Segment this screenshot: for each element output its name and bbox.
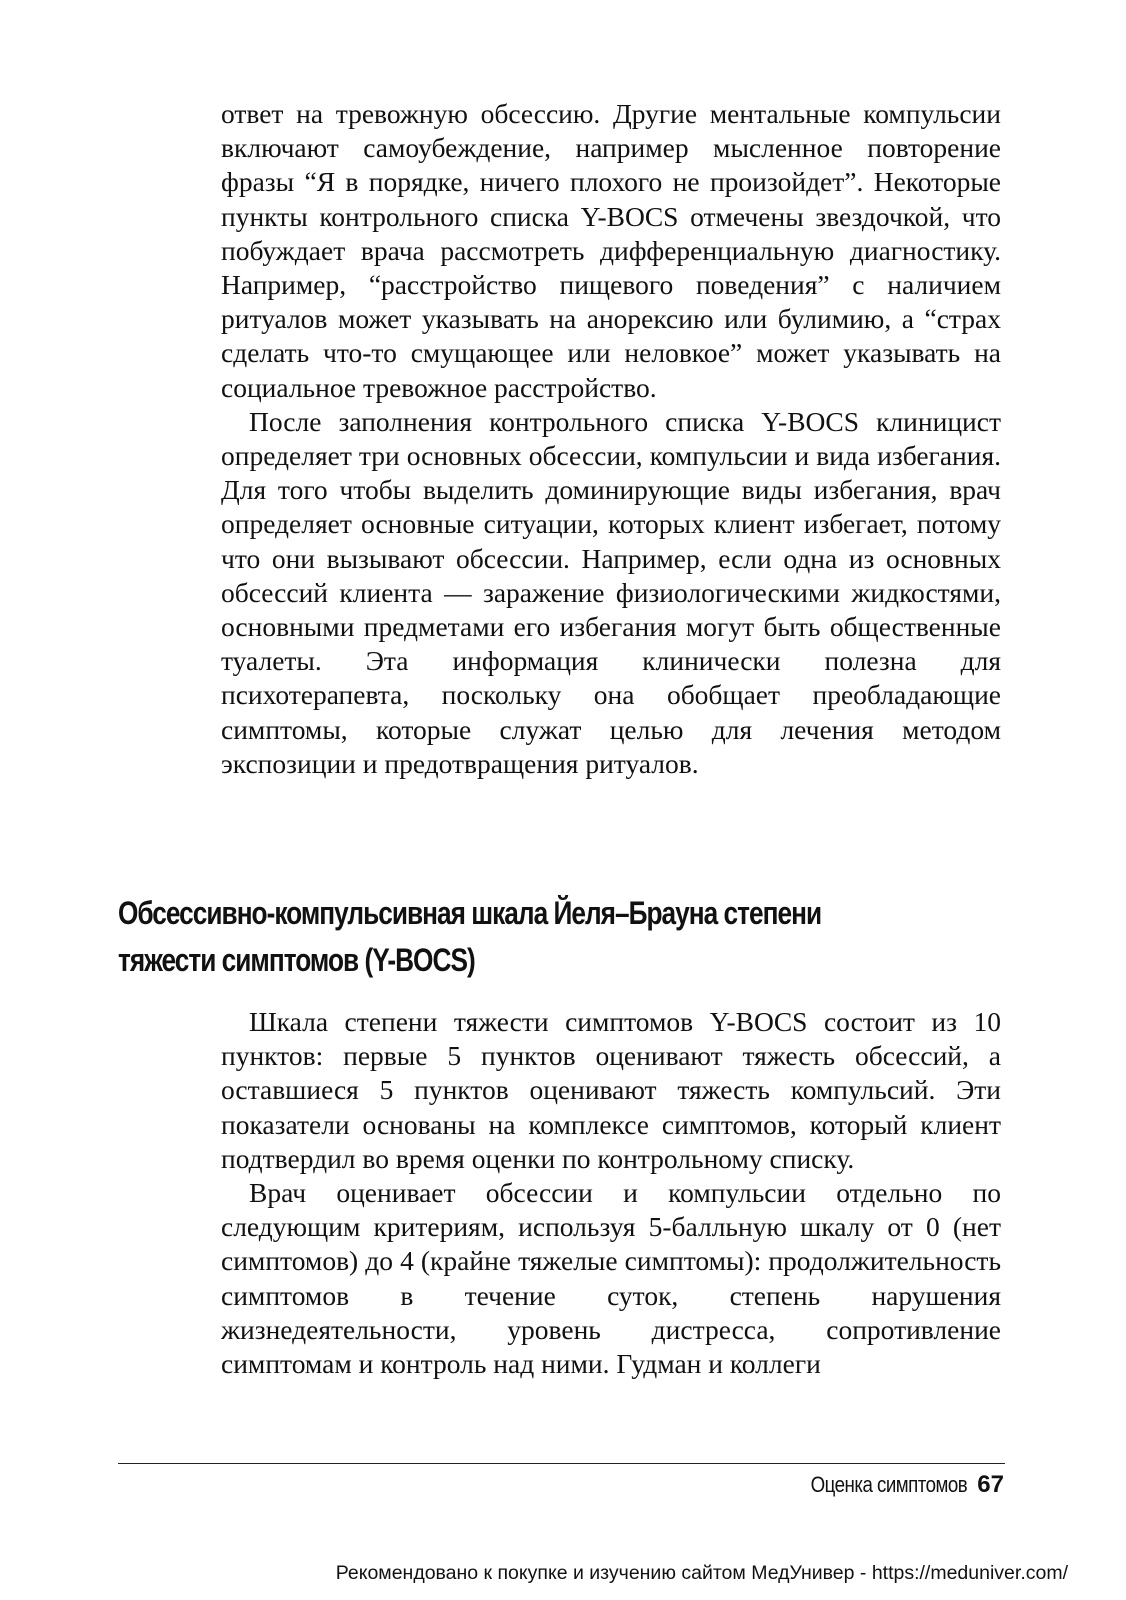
watermark-text: Рекомендовано к покупке и изучению сайтом МедУнивер - https://meduniver.com/ — [335, 1562, 1068, 1584]
text-block-top — [221, 97, 1001, 781]
paragraph-continuation: ответ на тревожную обсессию. Другие ментальные компульсии включают самоубеждение, например мысленное повторение фразы “Я в порядке, ничего плохого не произойдет”. Некоторые пункты контрольного списка Y-BOCS отмечены звездочкой, что побуждает врача рассмотреть дифференциальную диагностику. Например, “расстройство пищевого поведения” с наличием ритуалов может указывать на анорексию или булимию, а “страх сделать что-то смущающее или неловкое” может указывать на социальное тревожное расстройство. — [221, 98, 1001, 403]
paragraph-scale-description: Шкала степени тяжести симптомов Y-BOCS состоит из 10 пунктов: первые 5 пунктов оценивают тяжесть обсессий, а оставшиеся 5 пунктов оценивают тяжесть компульсий. Эти показатели основаны на комплексе симптомов, который клиент подтвердил во время оценки по контрольному списку. — [221, 1006, 1001, 1174]
section-heading: Обсессивно-компульсивная шкала Йеля–Брауна степени тяжести симптомов (Y-BOCS) — [118, 895, 822, 978]
footer-section-name: Оценка симптомов — [810, 1472, 968, 1497]
paragraph-checklist-summary: После заполнения контрольного списка Y-BOCS клиницист определяет три основных обсессии, компульсии и вида избегания. Для того чтобы выделить доминирующие виды избегания, врач определяет основные ситуации, которых клиент избегает, потому что они вызывают обсессии. Например, если одна из основных обсессий клиента — заражение физиологическими жидкостями, основными предметами его избегания могут быть общественные туалеты. Эта информация клинически полезна для психотерапевта, поскольку она обобщает преобладающие симптомы, которые служат целью для лечения методом экспозиции и предотвращения ритуалов. — [221, 405, 1001, 779]
paragraph-rating-criteria: Врач оценивает обсессии и компульсии отдельно по следующим критериям, используя 5-балльную шкалу от 0 (нет симптомов) до 4 (крайне тяжелые симптомы): продолжительность симптомов в течение суток, степень нарушения жизнедеятельности, уровень дистресса, сопротивление симптомам и контроль над ними. Гудман и коллеги — [221, 1177, 1001, 1380]
page-number: 67 — [977, 1471, 1004, 1498]
running-footer — [783, 1470, 1004, 1500]
footer-divider — [118, 1463, 1005, 1464]
text-block-bottom — [221, 1005, 1001, 1381]
